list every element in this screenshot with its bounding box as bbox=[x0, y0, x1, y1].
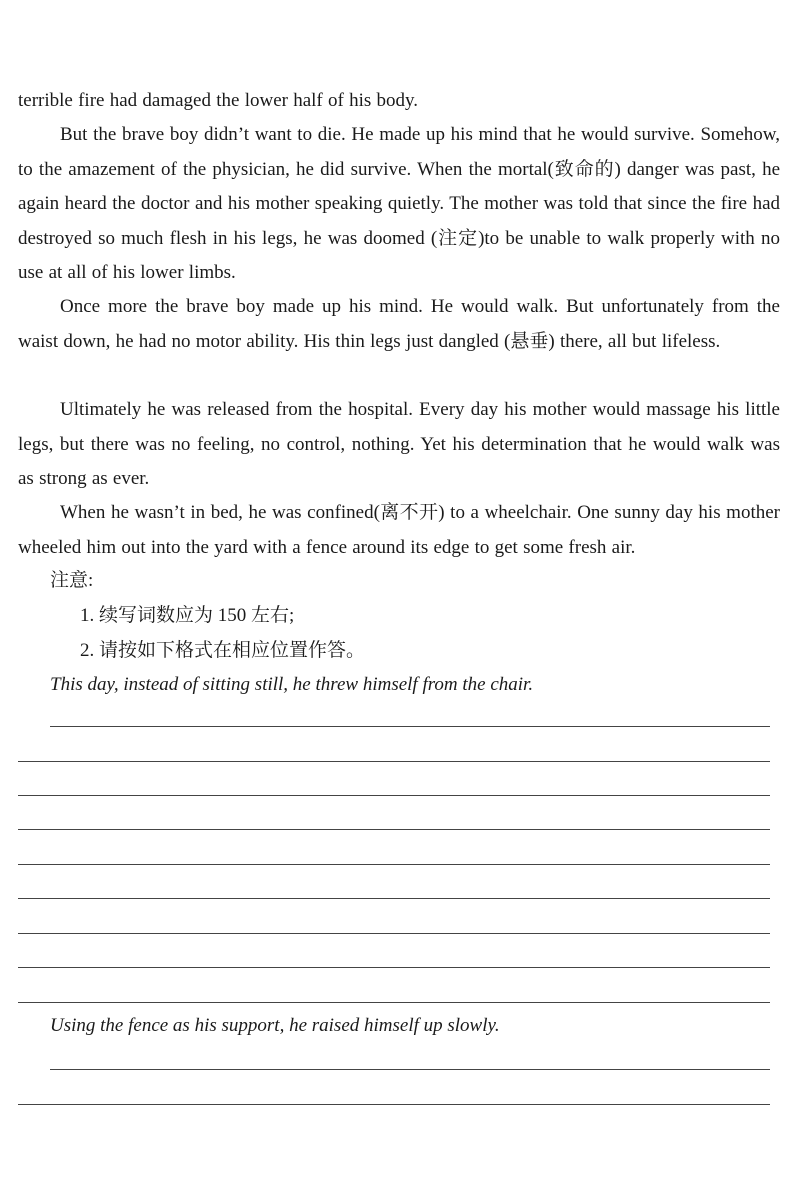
answer-line[interactable] bbox=[50, 1069, 770, 1070]
continuation-prompt-2: Using the fence as his support, he raised himself up slowly. bbox=[50, 1015, 500, 1036]
note-item-2: 2. 请按如下格式在相应位置作答。 bbox=[80, 640, 366, 661]
answer-line[interactable] bbox=[18, 1002, 770, 1003]
answer-line[interactable] bbox=[50, 726, 770, 727]
paragraph-1: terrible fire had damaged the lower half of his body. bbox=[18, 90, 419, 111]
note-item-1: 1. 续写词数应为 150 左右; bbox=[80, 605, 295, 626]
continuation-prompt-1: This day, instead of sitting still, he threw himself from the chair. bbox=[50, 674, 534, 695]
answer-line[interactable] bbox=[18, 829, 770, 830]
paragraph-3: Once more the brave boy made up his mind. He would walk. But unfortunately from the waist down, he had no motor ability. His thin legs just dangled (悬垂) there, all but lifeless. bbox=[18, 296, 780, 352]
paragraph-4: Ultimately he was released from the hospital. Every day his mother would massage his little legs, but there was no feeling, no control, nothing. Yet his determination that he would walk was as strong as ever. bbox=[18, 399, 780, 489]
paragraph-5: When he wasn’t in bed, he was confined(离不开) to a wheelchair. One sunny day his mother wheeled him out into the yard with a fence around its edge to get some fresh air. bbox=[18, 502, 780, 558]
answer-line[interactable] bbox=[18, 761, 770, 762]
notes-heading: 注意: bbox=[50, 570, 94, 591]
answer-line[interactable] bbox=[18, 1104, 770, 1105]
paragraph-2: But the brave boy didn’t want to die. He made up his mind that he would survive. Somehow, to the amazement of the physician, he did survive. When the mortal(致命的) danger was past, he again heard the doctor and his mother speaking quietly. The mother was told that since the fire had destroyed so much flesh in his legs, he was doomed (注定)to be unable to walk properly with no use at all of his lower limbs. bbox=[18, 124, 780, 283]
answer-line[interactable] bbox=[18, 967, 770, 968]
answer-line[interactable] bbox=[18, 864, 770, 865]
answer-line[interactable] bbox=[18, 933, 770, 934]
answer-line[interactable] bbox=[18, 795, 770, 796]
answer-line[interactable] bbox=[18, 898, 770, 899]
